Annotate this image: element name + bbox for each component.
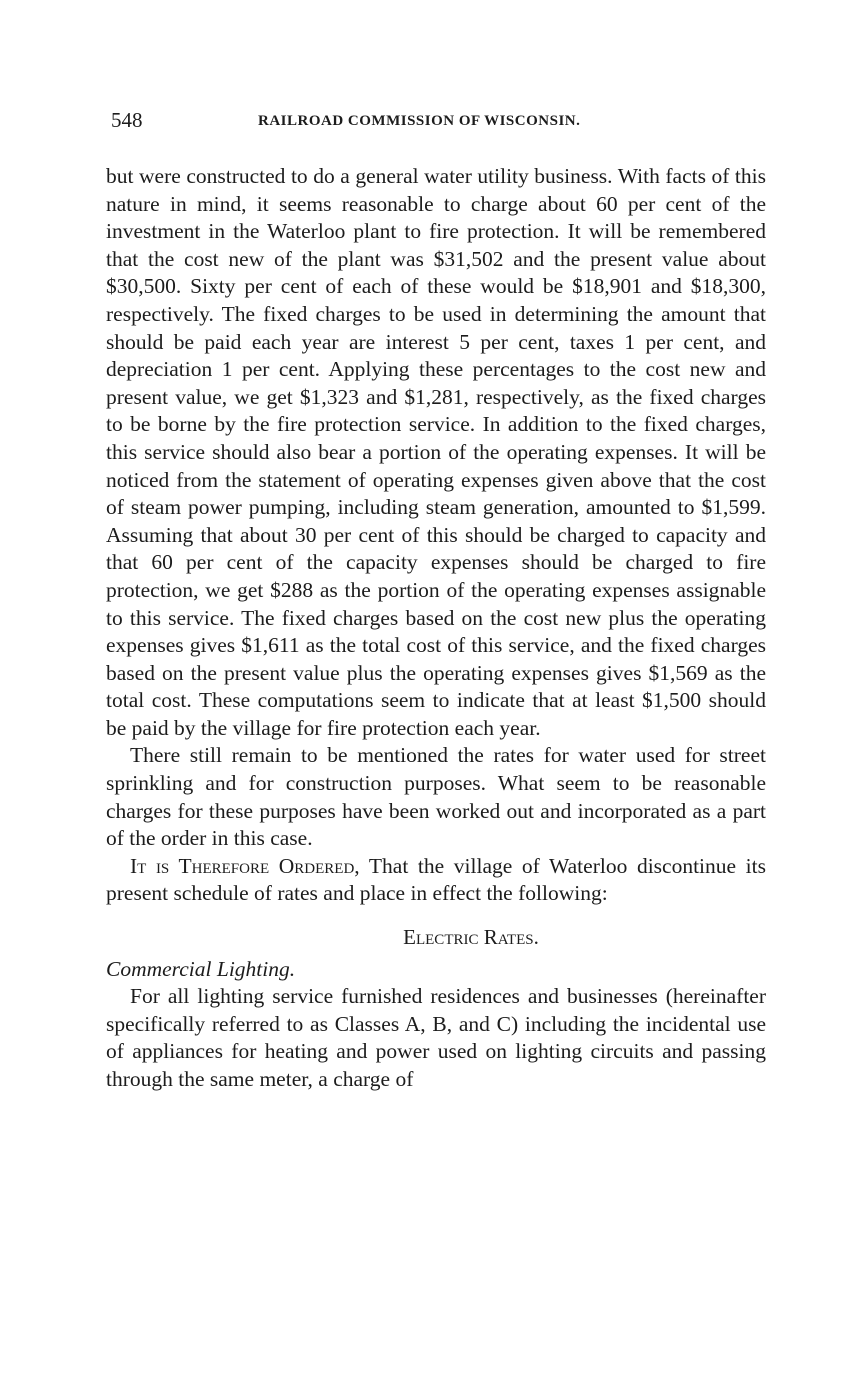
order-lead: It is Therefore Ordered, — [130, 853, 360, 878]
page-number: 548 — [111, 108, 143, 132]
paragraph-street-sprinkling: There still remain to be mentioned the rates for water used for street sprinkling and for construction purposes. What seem to be reasonable charges for these purposes have been worked out and incorporated as a part of the order in this case. — [106, 743, 766, 851]
section-heading: Electric Rates. — [403, 925, 539, 950]
running-head: RAILROAD COMMISSION OF WISCONSIN. — [258, 113, 581, 129]
paragraph-fire-protection: but were constructed to do a general water utility business. With facts of this nature in mind, it seems reasonable to charge about 60 per cent of the investment in the Waterloo plant to fire protection. It will be remembered that the cost new of the plant was $31,502 and the present value about $30,500. Sixty per cent of each of these would be $18,901 and $18,300, respectively. The fixed charges to be used in determining the amount that should be paid each year are interest 5 per cent, taxes 1 per cent, and depreciation 1 per cent. Applying these percentages to the cost new and present value, we get $1,323 and $1,281, respectively, as the fixed charges to be borne by the fire protection service. In addition to the fixed charges, this service should also bear a portion of the operating expenses. It will be noticed from the statement of operating expenses given above that the cost of steam power pumping, including steam generation, amounted to $1,599. Assuming that about 30 per cent of this should be charged to capacity and that 60 per cent of the capacity expenses should be charged to fire protection, we get $288 as the portion of the operating expenses assignable to this service. The fixed charges based on the cost new plus the operating expenses gives $1,611 as the total cost of this service, and the fixed charges based on the present value plus the operating expenses gives $1,569 as the total cost. These computations seem to indicate that at least $1,500 should be paid by the village for fire protection each year. — [106, 164, 766, 740]
body-text — [106, 163, 766, 1094]
paragraph-lighting-charge: For all lighting service furnished residences and businesses (hereinafter specifically referred to as Classes A, B, and C) including the incidental use of appliances for heating and power used on lighting circuits and passing through the same meter, a charge of — [106, 984, 766, 1091]
order-text: That the village of Waterloo discontinue its present schedule of rates and place in effect the following: — [106, 853, 766, 906]
subheading: Commercial Lighting. — [106, 956, 296, 981]
paragraph-order — [106, 853, 766, 908]
page-header — [108, 108, 768, 138]
